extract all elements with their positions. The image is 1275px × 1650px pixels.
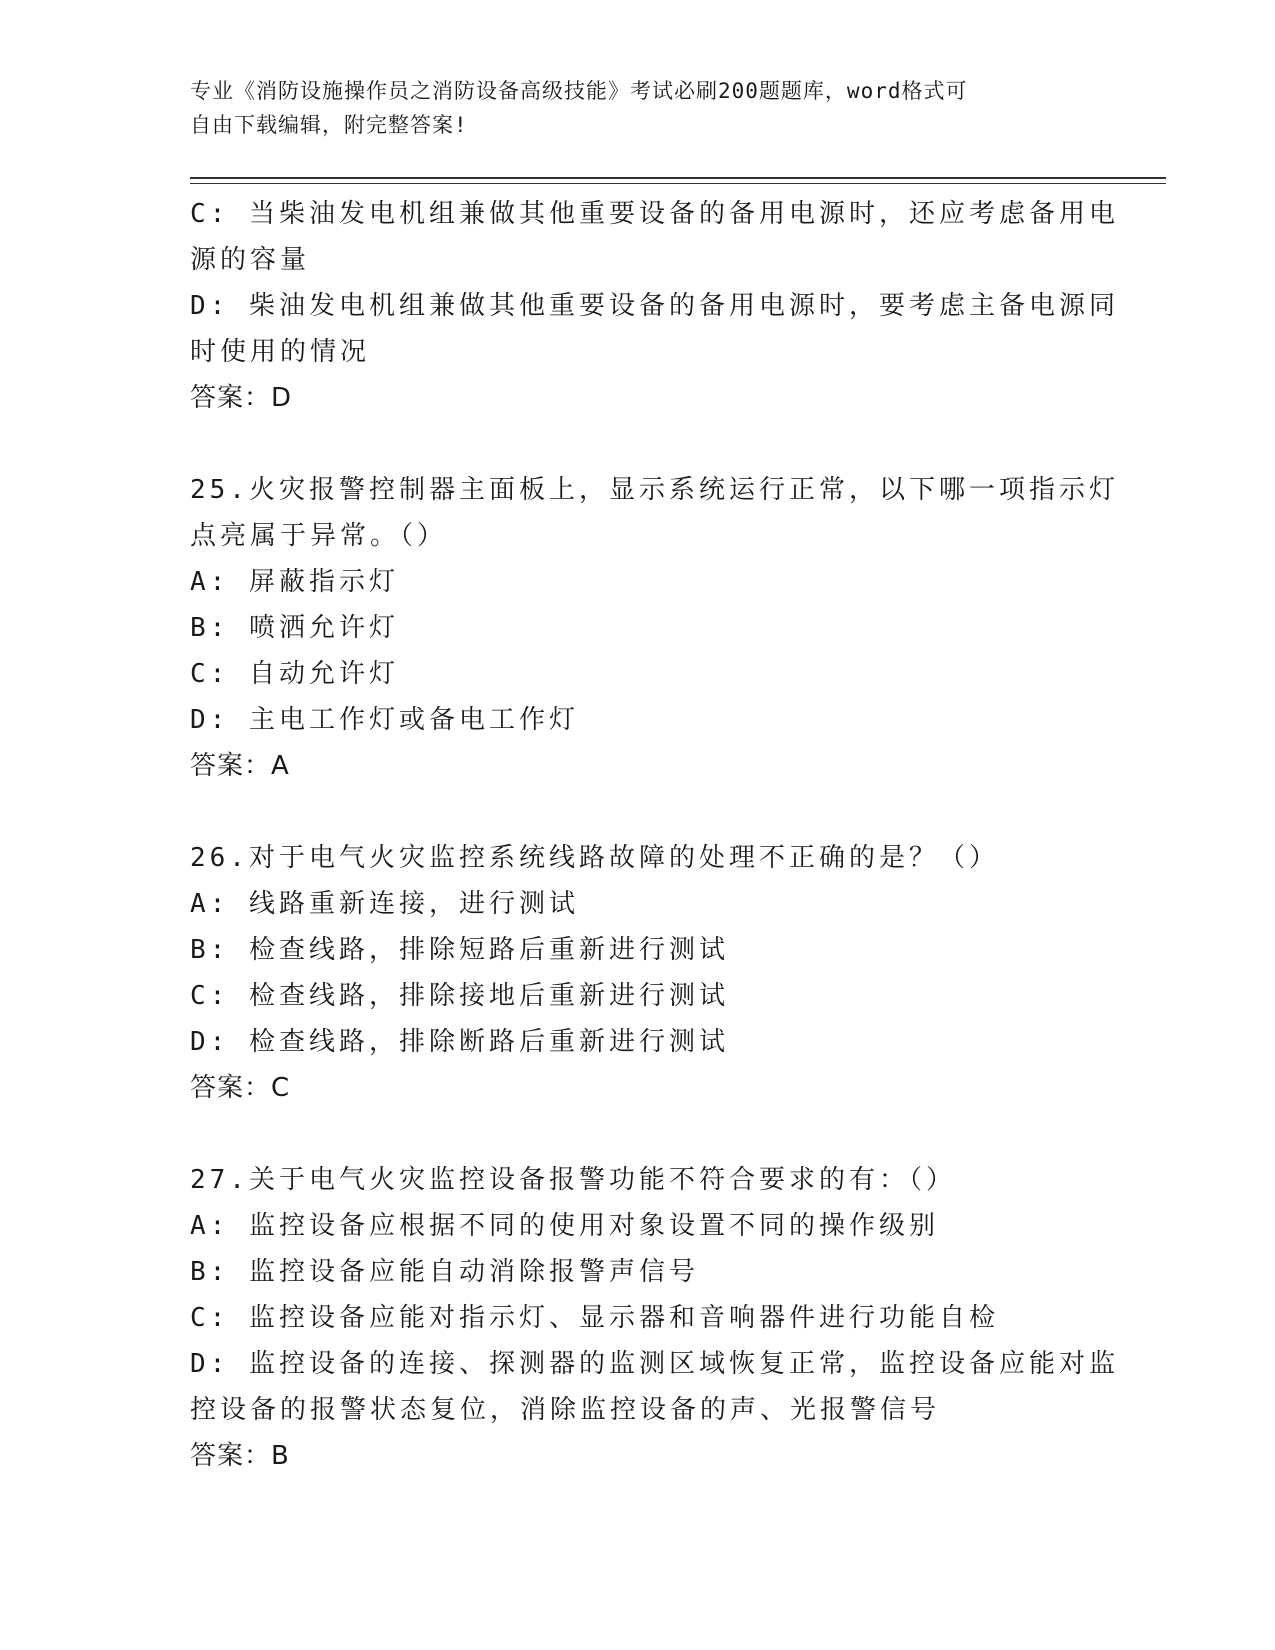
- option-c: C: 检查线路，排除接地后重新进行测试: [190, 981, 729, 1011]
- header-line-2: 自由下载编辑，附完整答案!: [190, 113, 468, 137]
- question-stem-line-2: 点亮属于异常。（）: [190, 521, 448, 551]
- option-a: A: 屏蔽指示灯: [190, 567, 399, 597]
- option-b: B: 监控设备应能自动消除报警声信号: [190, 1257, 699, 1287]
- option-d: D: 检查线路，排除断路后重新进行测试: [190, 1027, 729, 1057]
- question-stem: 27.关于电气火灾监控设备报警功能不符合要求的有：（）: [190, 1165, 956, 1195]
- option-d-line-1: D: 监控设备的连接、探测器的监测区域恢复正常，监控设备应能对监: [190, 1349, 1119, 1379]
- page-header: [190, 74, 1090, 142]
- header-divider-thick: [190, 177, 1166, 179]
- option-a: A: 监控设备应根据不同的使用对象设置不同的操作级别: [190, 1211, 939, 1241]
- question-stem: 26.对于电气火灾监控系统线路故障的处理不正确的是？（）: [190, 843, 999, 873]
- option-d-line-1: D: 柴油发电机组兼做其他重要设备的备用电源时，要考虑主备电源同: [190, 291, 1119, 321]
- option-c-line-2: 源的容量: [190, 245, 311, 275]
- spacer: [190, 1111, 1090, 1157]
- option-d-line-2: 控设备的报警状态复位，消除监控设备的声、光报警信号: [190, 1395, 941, 1425]
- answer-line: 答案：D: [190, 383, 293, 413]
- option-c-line-1: C: 当柴油发电机组兼做其他重要设备的备用电源时，还应考虑备用电: [190, 199, 1119, 229]
- answer-line: 答案：A: [190, 751, 290, 781]
- spacer: [190, 421, 1090, 467]
- option-d-line-2: 时使用的情况: [190, 337, 371, 367]
- option-d: D: 主电工作灯或备电工作灯: [190, 705, 579, 735]
- option-b: B: 检查线路，排除短路后重新进行测试: [190, 935, 729, 965]
- option-c: C: 自动允许灯: [190, 659, 399, 689]
- option-b: B: 喷洒允许灯: [190, 613, 399, 643]
- question-stem-line-1: 25.火灾报警控制器主面板上，显示系统运行正常，以下哪一项指示灯: [190, 475, 1119, 505]
- header-divider-thin: [190, 183, 1166, 184]
- question-content: [190, 191, 1119, 1479]
- header-line-1: 专业《消防设施操作员之消防设备高级技能》考试必刷200题题库，word格式可: [190, 79, 968, 103]
- spacer: [190, 789, 1090, 835]
- answer-line: 答案：B: [190, 1441, 290, 1471]
- answer-line: 答案：C: [190, 1073, 291, 1103]
- option-c: C: 监控设备应能对指示灯、显示器和音响器件进行功能自检: [190, 1303, 999, 1333]
- option-a: A: 线路重新连接，进行测试: [190, 889, 579, 919]
